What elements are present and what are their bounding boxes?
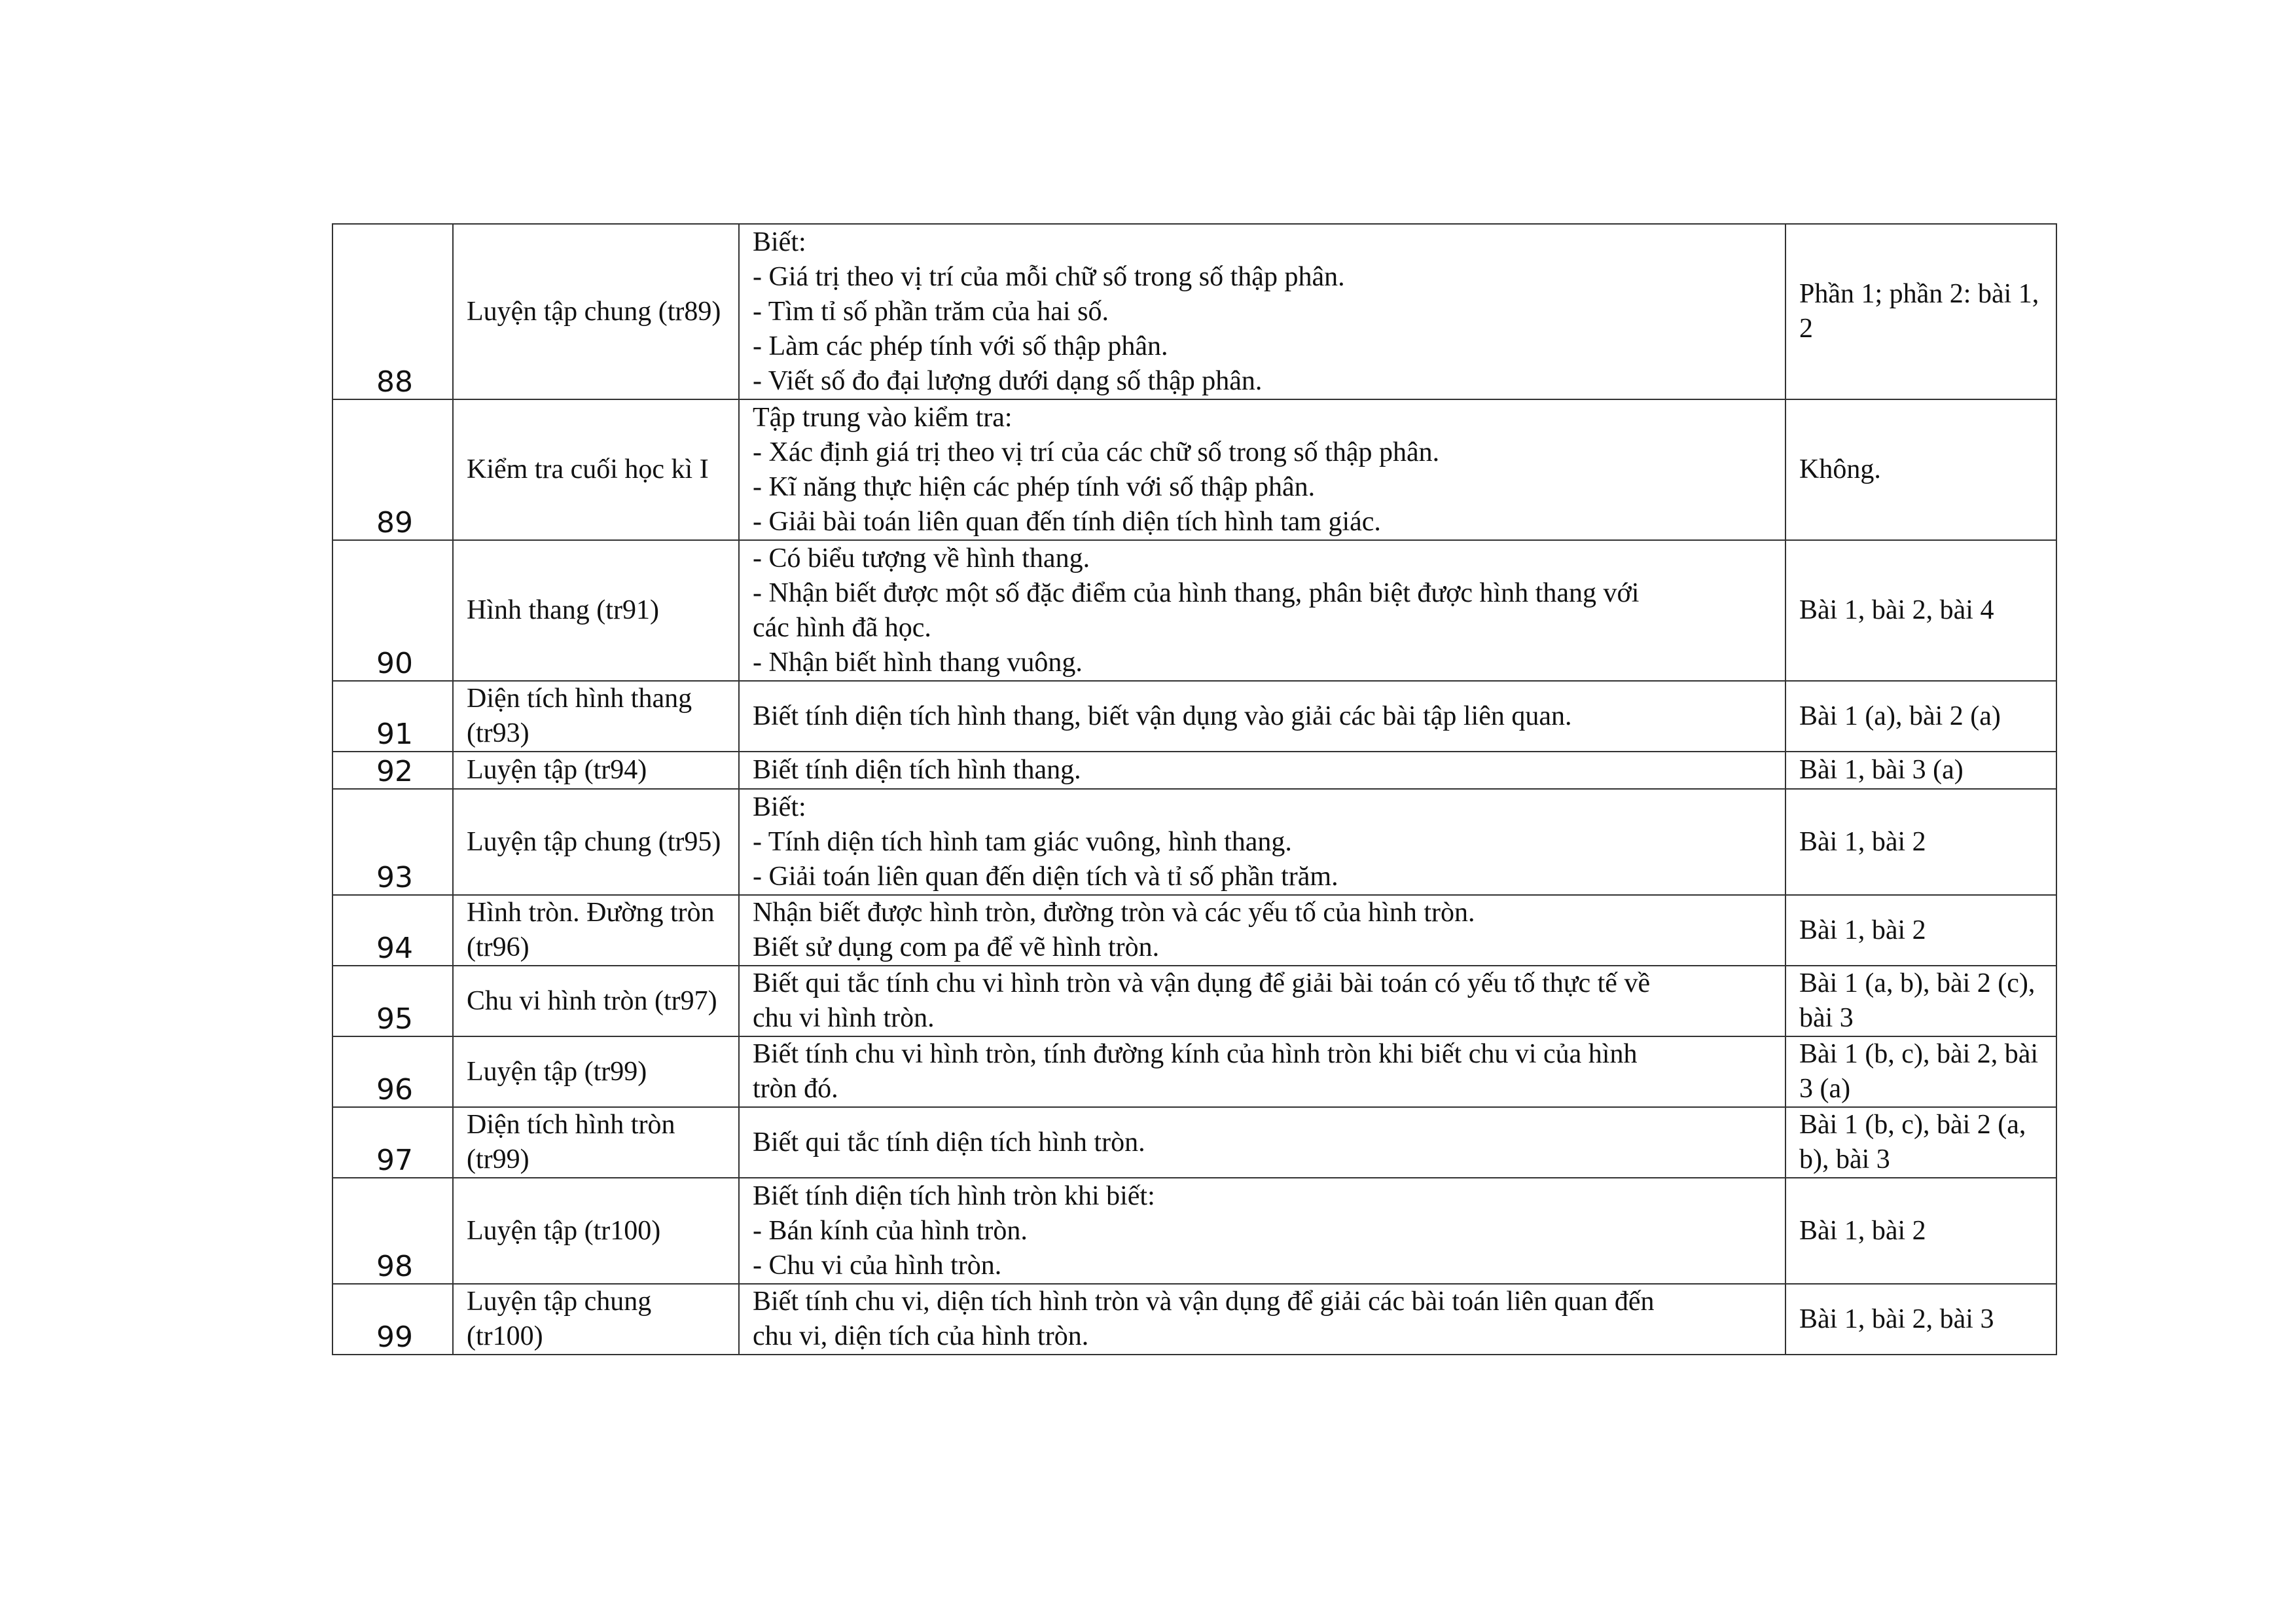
- table-row: [332, 399, 2056, 540]
- lesson-goals: [739, 789, 1785, 895]
- goal-line: Biết tính chu vi, diện tích hình tròn và vận dụng để giải các bài toán liên quan đến: [753, 1286, 1655, 1317]
- lesson-goals: [739, 399, 1785, 540]
- goal-line: - Kĩ năng thực hiện các phép tính với số thập phân.: [753, 471, 1316, 502]
- goal-line: - Chu vi của hình tròn.: [753, 1250, 1002, 1281]
- goal-line: Biết qui tắc tính diện tích hình tròn.: [753, 1127, 1145, 1158]
- lesson-title: Luyện tập chung (tr95): [453, 789, 739, 895]
- goal-line: - Bán kính của hình tròn.: [753, 1215, 1028, 1246]
- lesson-number: 99: [332, 1284, 453, 1355]
- lesson-title: Hình thang (tr91): [453, 540, 739, 681]
- table-row: [332, 789, 2056, 895]
- lesson-goals: [739, 752, 1785, 789]
- table-row: [332, 752, 2056, 789]
- required-exercises: Bài 1, bài 2: [1785, 895, 2056, 966]
- lesson-title: Diện tích hình tròn (tr99): [453, 1107, 739, 1178]
- lesson-goals: [739, 1284, 1785, 1355]
- lesson-number: 96: [332, 1036, 453, 1107]
- lesson-title: Luyện tập chung (tr100): [453, 1284, 739, 1355]
- required-exercises: Bài 1 (a), bài 2 (a): [1785, 681, 2056, 752]
- goal-line: Biết:: [753, 792, 806, 822]
- goal-line: - Nhận biết hình thang vuông.: [753, 647, 1083, 678]
- lesson-number: 92: [332, 752, 453, 789]
- lesson-title: Luyện tập chung (tr89): [453, 224, 739, 399]
- goal-line: - Tính diện tích hình tam giác vuông, hình thang.: [753, 826, 1292, 857]
- table-row: [332, 1284, 2056, 1355]
- table-row: [332, 224, 2056, 399]
- goal-line: Biết tính chu vi hình tròn, tính đường kính của hình tròn khi biết chu vi của hình: [753, 1039, 1638, 1069]
- required-exercises: Bài 1, bài 2: [1785, 789, 2056, 895]
- goal-line: - Giải bài toán liên quan đến tính diện tích hình tam giác.: [753, 506, 1381, 537]
- table-row: [332, 1107, 2056, 1178]
- required-exercises: Bài 1, bài 2, bài 3: [1785, 1284, 2056, 1355]
- required-exercises: Phần 1; phần 2: bài 1, 2: [1785, 224, 2056, 399]
- goal-line: Biết tính diện tích hình tròn khi biết:: [753, 1180, 1155, 1211]
- goal-line: Tập trung vào kiểm tra:: [753, 402, 1013, 433]
- lesson-title: Kiểm tra cuối học kì I: [453, 399, 739, 540]
- required-exercises: Bài 1 (a, b), bài 2 (c), bài 3: [1785, 966, 2056, 1036]
- lesson-title: Luyện tập (tr100): [453, 1178, 739, 1284]
- goal-line: Nhận biết được hình tròn, đường tròn và các yếu tố của hình tròn.: [753, 898, 1475, 928]
- table-row: [332, 1178, 2056, 1284]
- goal-line: - Có biểu tượng về hình thang.: [753, 543, 1090, 574]
- lesson-table: [332, 223, 2057, 1355]
- table-row: [332, 1036, 2056, 1107]
- goal-line: chu vi, diện tích của hình tròn.: [753, 1321, 1089, 1351]
- goal-line: - Nhận biết được một số đặc điểm của hình thang, phân biệt được hình thang với: [753, 577, 1640, 608]
- lesson-number: 93: [332, 789, 453, 895]
- goal-line: - Xác định giá trị theo vị trí của các chữ số trong số thập phân.: [753, 437, 1440, 467]
- lesson-goals: [739, 895, 1785, 966]
- lesson-title: Luyện tập (tr94): [453, 752, 739, 789]
- table-row: [332, 895, 2056, 966]
- lesson-title: Diện tích hình thang (tr93): [453, 681, 739, 752]
- lesson-number: 88: [332, 224, 453, 399]
- lesson-goals: [739, 966, 1785, 1036]
- required-exercises: Bài 1 (b, c), bài 2, bài 3 (a): [1785, 1036, 2056, 1107]
- table-row: [332, 681, 2056, 752]
- required-exercises: Không.: [1785, 399, 2056, 540]
- lesson-number: 97: [332, 1107, 453, 1178]
- lesson-table-body: [332, 224, 2056, 1355]
- lesson-number: 89: [332, 399, 453, 540]
- lesson-title: Hình tròn. Đường tròn (tr96): [453, 895, 739, 966]
- table-row: [332, 540, 2056, 681]
- goal-line: chu vi hình tròn.: [753, 1003, 935, 1033]
- required-exercises: Bài 1, bài 2, bài 4: [1785, 540, 2056, 681]
- goal-line: tròn đó.: [753, 1074, 838, 1104]
- goal-line: Biết tính diện tích hình thang, biết vận dụng vào giải các bài tập liên quan.: [753, 701, 1572, 731]
- lesson-number: 95: [332, 966, 453, 1036]
- goal-line: Biết qui tắc tính chu vi hình tròn và vận dụng để giải bài toán có yếu tố thực tế về: [753, 968, 1651, 998]
- lesson-number: 98: [332, 1178, 453, 1284]
- goal-line: Biết tính diện tích hình thang.: [753, 755, 1081, 785]
- goal-line: - Làm các phép tính với số thập phân.: [753, 331, 1168, 361]
- lesson-goals: [739, 1107, 1785, 1178]
- goal-line: - Tìm tỉ số phần trăm của hai số.: [753, 296, 1109, 327]
- lesson-number: 90: [332, 540, 453, 681]
- goal-line: - Giá trị theo vị trí của mỗi chữ số trong số thập phân.: [753, 261, 1345, 292]
- lesson-goals: [739, 681, 1785, 752]
- lesson-number: 94: [332, 895, 453, 966]
- required-exercises: Bài 1, bài 2: [1785, 1178, 2056, 1284]
- table-row: [332, 966, 2056, 1036]
- goal-line: - Viết số đo đại lượng dưới dạng số thập phân.: [753, 365, 1263, 396]
- goal-line: Biết sử dụng com pa để vẽ hình tròn.: [753, 932, 1160, 962]
- required-exercises: Bài 1 (b, c), bài 2 (a, b), bài 3: [1785, 1107, 2056, 1178]
- lesson-number: 91: [332, 681, 453, 752]
- goal-line: - Giải toán liên quan đến diện tích và tỉ số phần trăm.: [753, 861, 1338, 892]
- lesson-goals: [739, 1036, 1785, 1107]
- goal-line: các hình đã học.: [753, 612, 931, 643]
- lesson-goals: [739, 1178, 1785, 1284]
- lesson-goals: [739, 540, 1785, 681]
- lesson-title: Luyện tập (tr99): [453, 1036, 739, 1107]
- lesson-title: Chu vi hình tròn (tr97): [453, 966, 739, 1036]
- goal-line: Biết:: [753, 227, 806, 257]
- required-exercises: Bài 1, bài 3 (a): [1785, 752, 2056, 789]
- lesson-goals: [739, 224, 1785, 399]
